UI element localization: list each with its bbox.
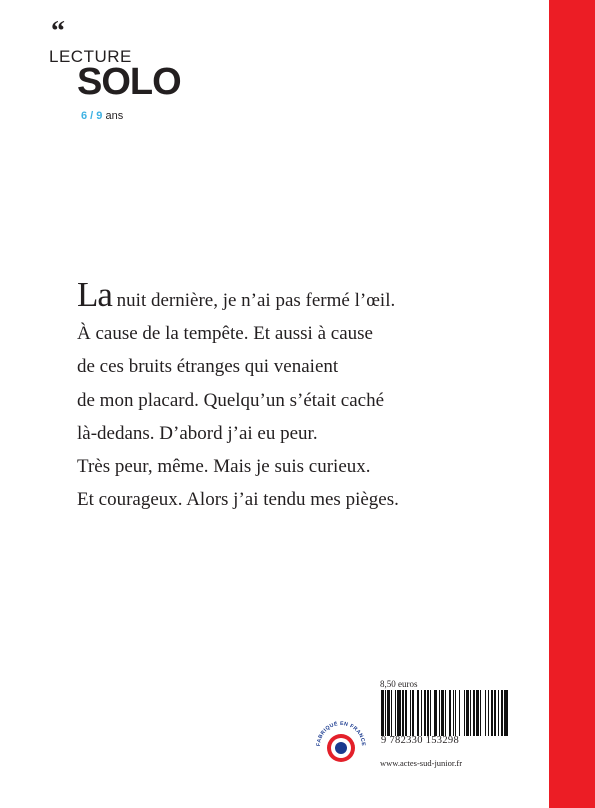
back-cover-blurb [77, 275, 399, 516]
blurb-line: Très peur, même. Mais je suis curieux. [77, 456, 371, 478]
badge-text: FABRIQUÉ EN FRANCE [315, 720, 367, 747]
website-url: www.actes-sud-junior.fr [380, 758, 463, 768]
blurb-line: de ces bruits étranges qui venaient [77, 356, 339, 378]
blurb-line: là-dedans. D’abord j’ai eu peur. [77, 422, 318, 444]
barcode [381, 690, 510, 736]
series-label-solo: SOLO [77, 61, 181, 103]
series-label-lecture: LECTURE [49, 47, 132, 66]
blurb-line: À cause de la tempête. Et aussi à cause [77, 323, 373, 345]
age-separator: / [87, 110, 97, 122]
age-to: 9 [96, 110, 103, 122]
blurb-line [77, 275, 399, 317]
price: 8,50 euros [380, 679, 418, 689]
isbn-digits: 9 782330 153298 [381, 735, 459, 746]
quote-mark-icon: “ [51, 16, 65, 47]
made-in-france-badge-icon [312, 716, 370, 774]
barcode-bar [508, 690, 509, 736]
blurb-first-line-rest: nuit dernière, je n’ai pas fermé l’œil. [111, 290, 396, 311]
badge-dot-blue [335, 742, 347, 754]
red-side-band [549, 0, 595, 808]
blurb-initial: La [77, 275, 112, 314]
blurb-line: Et courageux. Alors j’ai tendu mes pièges. [77, 489, 399, 511]
age-unit: ans [102, 110, 124, 122]
blurb-line: de mon placard. Quelqu’un s’était caché [77, 389, 385, 411]
age-from: 6 [81, 110, 88, 122]
age-range [81, 110, 123, 122]
